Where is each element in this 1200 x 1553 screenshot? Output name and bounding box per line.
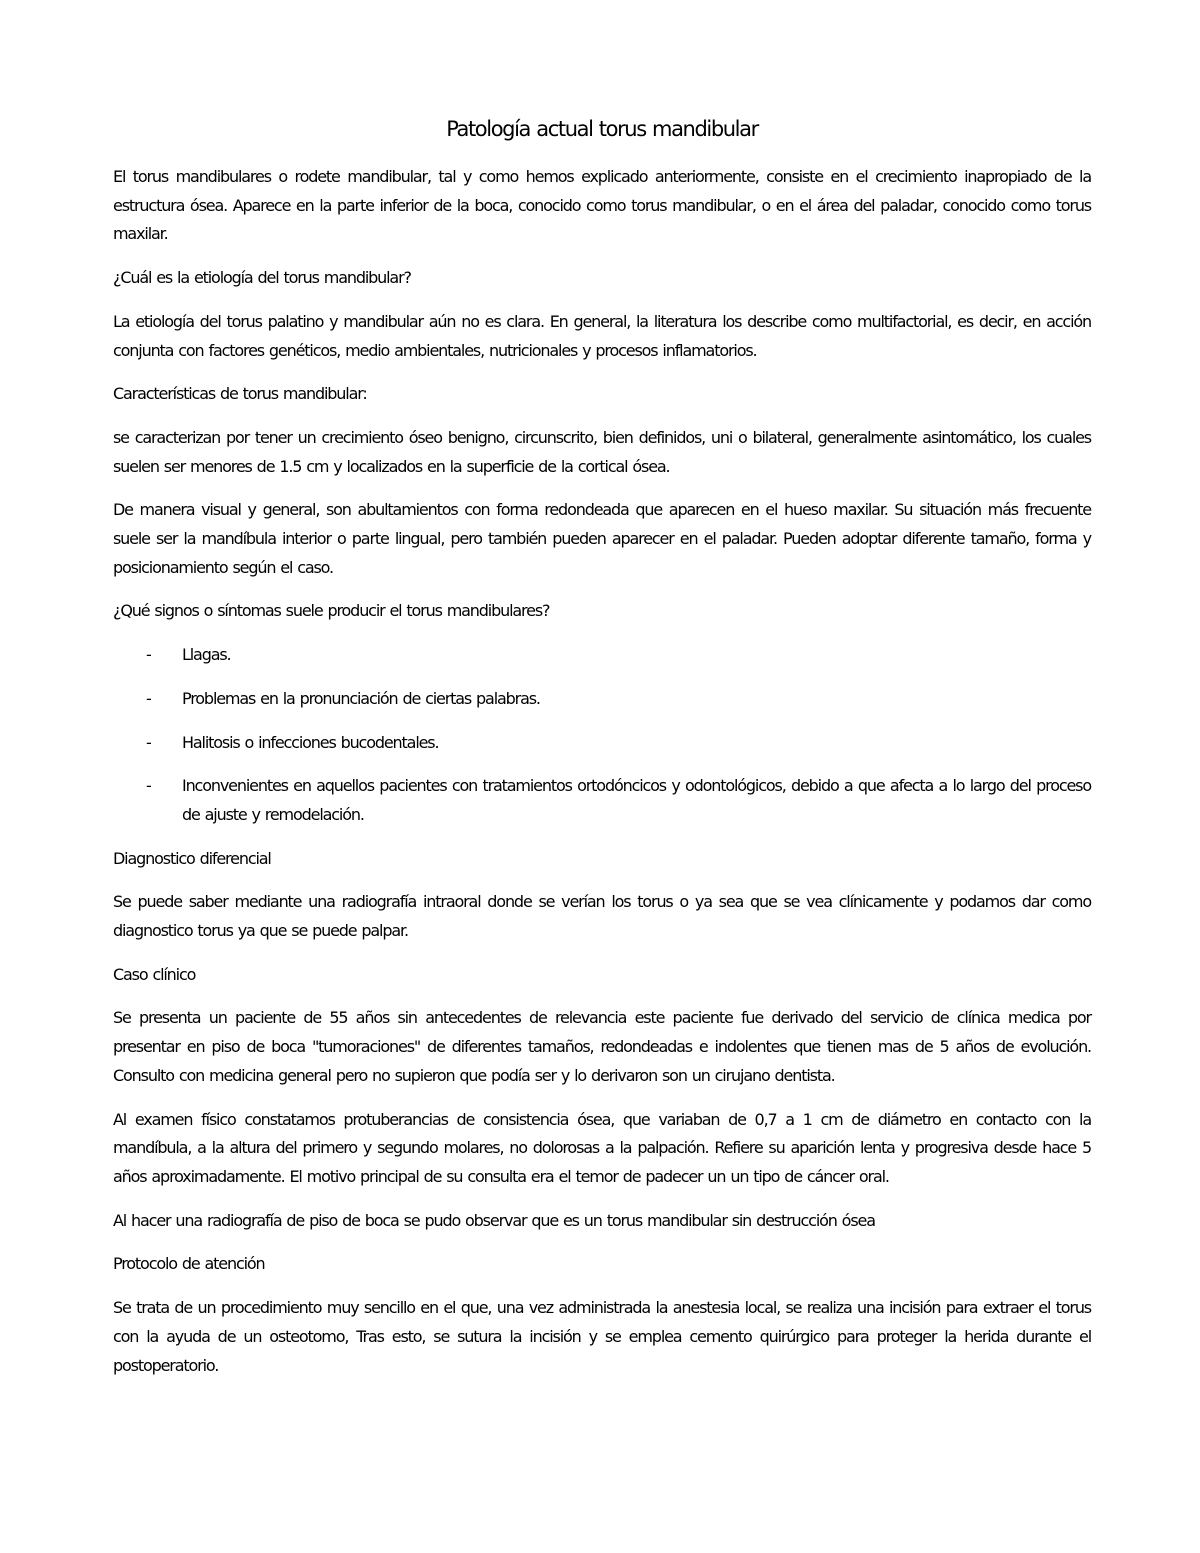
diagnosis-paragraph: Se puede saber mediante una radiografía intraoral donde se verían los torus o ya sea que se vea clínicamente y podamos dar como diagnostico torus ya que se puede palpar. <box>113 892 1091 941</box>
dash-bullet: - <box>146 732 151 752</box>
list-item <box>113 685 1091 714</box>
document-page <box>113 112 1091 1395</box>
list-item <box>113 729 1091 758</box>
list-item <box>113 772 1091 829</box>
clinical-case-paragraph-1: Se presenta un paciente de 55 años sin antecedentes de relevancia este paciente fue derivado del servicio de clínica medica por presentar en piso de boca "tumoraciones" de diferentes tamaños, redondeadas e indolentes que tienen mas de 5 años de evolución. Consulto con medicina general pero no supieron que podía ser y lo derivaron son un cirujano dentista. <box>113 1008 1091 1085</box>
page-title: Patología actual torus mandibular <box>446 117 758 141</box>
symptoms-question: ¿Qué signos o síntomas suele producir el torus mandibulares? <box>113 601 550 621</box>
characteristics-paragraph-2: De manera visual y general, son abultamientos con forma redondeada que aparecen en el hueso maxilar. Su situación más frecuente suele ser la mandíbula interior o parte lingual, pero también pueden aparecer en el paladar. Pueden adoptar diferente tamaño, forma y posicionamiento según el caso. <box>113 500 1091 577</box>
etiology-paragraph: La etiología del torus palatino y mandibular aún no es clara. En general, la literatura los describe como multifactorial, es decir, en acción conjunta con factores genéticos, medio ambientales, nutricionales y procesos inflamatorios. <box>113 311 1091 360</box>
list-item-text: Problemas en la pronunciación de ciertas palabras. <box>182 688 540 708</box>
list-item-text: Halitosis o infecciones bucodentales. <box>182 732 439 752</box>
clinical-case-heading: Caso clínico <box>113 964 196 984</box>
diagnosis-heading: Diagnostico diferencial <box>113 848 271 868</box>
characteristics-heading: Características de torus mandibular: <box>113 384 367 404</box>
characteristics-paragraph-1: se caracterizan por tener un crecimiento óseo benigno, circunscrito, bien definidos, uni o bilateral, generalmente asintomático, los cuales suelen ser menores de 1.5 cm y localizados en la superficie de la cortical ósea. <box>113 427 1091 476</box>
protocol-heading: Protocolo de atención <box>113 1254 265 1274</box>
dash-bullet: - <box>146 688 151 708</box>
list-item <box>113 641 1091 670</box>
list-item-text: Inconvenientes en aquellos pacientes con tratamientos ortodóncicos y odontológicos, debido a que afecta a lo largo del proceso de ajuste y remodelación. <box>182 776 1091 824</box>
dash-bullet: - <box>146 776 151 796</box>
clinical-case-paragraph-3: Al hacer una radiografía de piso de boca se pudo observar que es un torus mandibular sin destrucción ósea <box>113 1210 875 1230</box>
list-item-text: Llagas. <box>182 645 231 665</box>
intro-paragraph: El torus mandibulares o rodete mandibular, tal y como hemos explicado anteriormente, consiste en el crecimiento inapropiado de la estructura ósea. Aparece en la parte inferior de la boca, conocido como torus mandibular, o en el área del paladar, conocido como torus maxilar. <box>113 167 1091 244</box>
dash-bullet: - <box>146 645 151 665</box>
etiology-question: ¿Cuál es la etiología del torus mandibular? <box>113 268 411 288</box>
symptoms-list <box>113 641 1091 830</box>
clinical-case-paragraph-2: Al examen físico constatamos protuberancias de consistencia ósea, que variaban de 0,7 a 1 cm de diámetro en contacto con la mandíbula, a la altura del primero y segundo molares, no dolorosas a la palpación. Refiere su aparición lenta y progresiva desde hace 5 años aproximadamente. El motivo principal de su consulta era el temor de padecer un un tipo de cáncer oral. <box>113 1109 1091 1186</box>
protocol-paragraph: Se trata de un procedimiento muy sencillo en el que, una vez administrada la anestesia local, se realiza una incisión para extraer el torus con la ayuda de un osteotomo, Tras esto, se sutura la incisión y se emplea cemento quirúrgico para proteger la herida durante el postoperatorio. <box>113 1298 1091 1375</box>
